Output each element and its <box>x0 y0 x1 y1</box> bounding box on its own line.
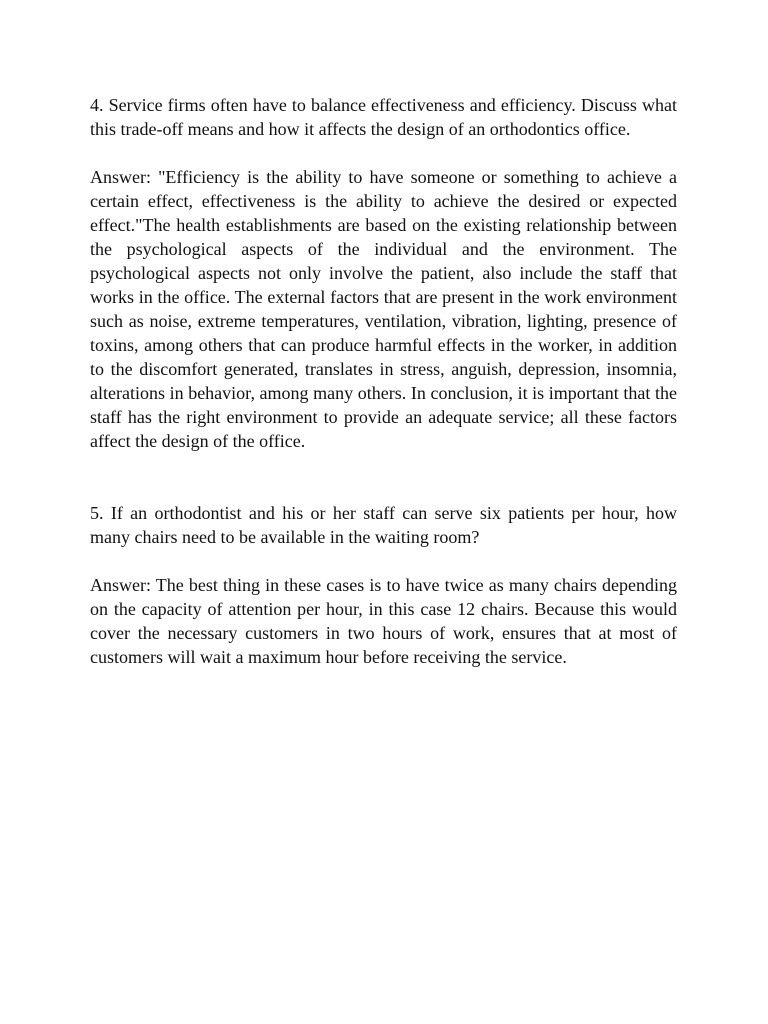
spacer <box>90 141 677 165</box>
spacer <box>90 549 677 573</box>
question-4: 4. Service firms often have to balance effectiveness and efficiency. Discuss what this trade-off means and how it affects the design of an orthodontics office. <box>90 95 677 139</box>
question-5: 5. If an orthodontist and his or her staff can serve six patients per hour, how many chairs need to be available in the waiting room? <box>90 503 677 547</box>
document-body <box>90 93 677 669</box>
spacer <box>90 453 677 501</box>
answer-4: Answer: "Efficiency is the ability to have someone or something to achieve a certain effect, effectiveness is the ability to achieve the desired or expected effect."The health establishments are based on the existing relationship between the psychological aspects of the individual and the environment. The psychological aspects not only involve the patient, also include the staff that works in the office. The external factors that are present in the work environment such as noise, extreme temperatures, ventilation, vibration, lighting, presence of toxins, among others that can produce harmful effects in the worker, in addition to the discomfort generated, translates in stress, anguish, depression, insomnia, alterations in behavior, among many others. In conclusion, it is important that the staff has the right environment to provide an adequate service; all these factors affect the design of the office. <box>90 167 677 451</box>
answer-5: Answer: The best thing in these cases is to have twice as many chairs depending on the capacity of attention per hour, in this case 12 chairs. Because this would cover the necessary customers in two hours of work, ensures that at most of customers will wait a maximum hour before receiving the service. <box>90 575 677 667</box>
